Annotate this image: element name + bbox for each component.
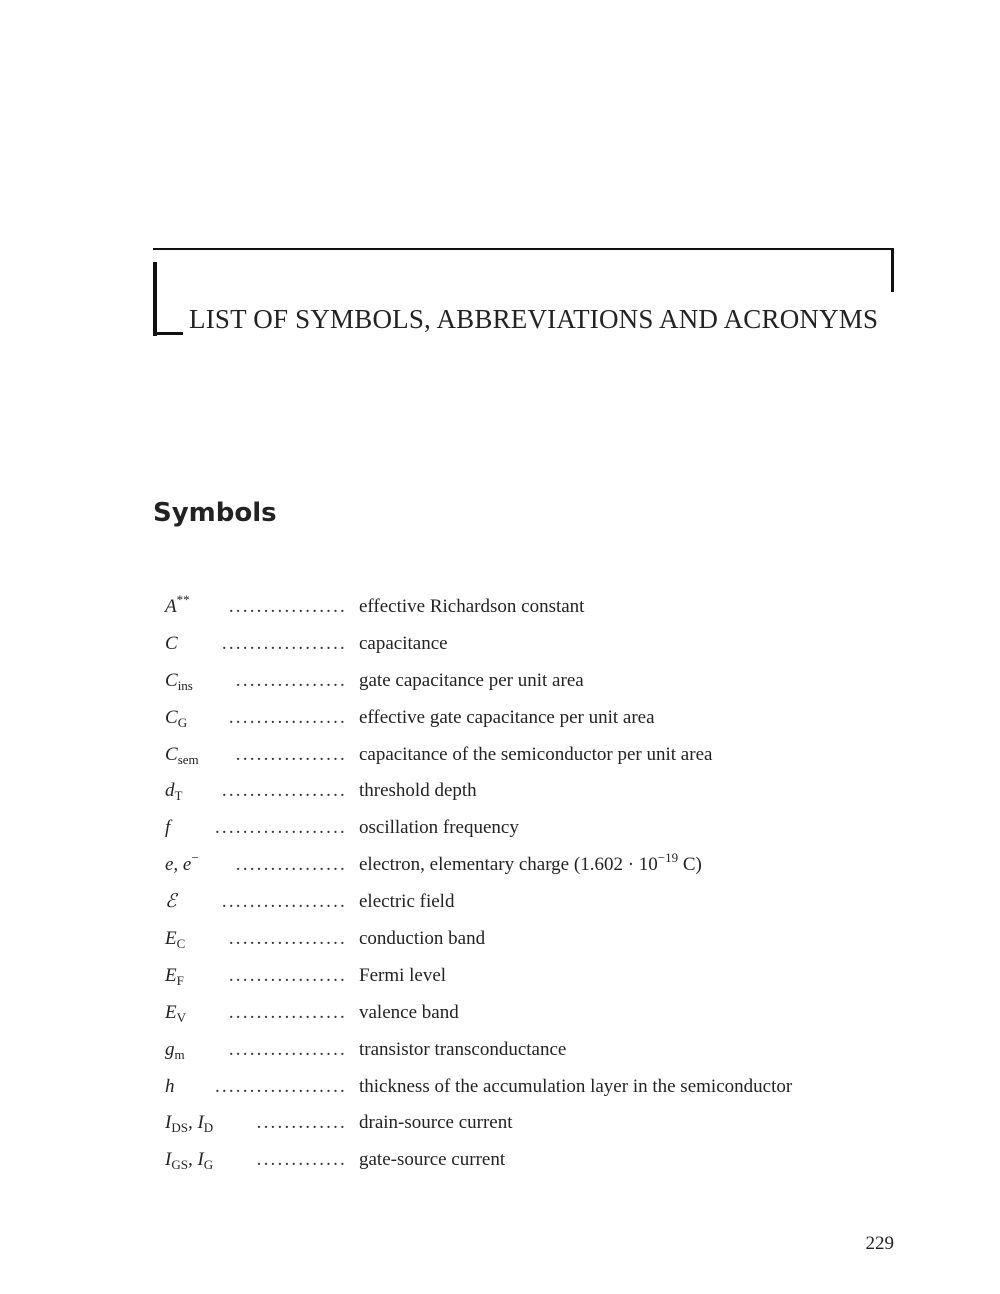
symbol-description: electron, elementary charge ($1.602 \cdot 10^{-19}$ C) bbox=[359, 850, 702, 876]
symbol-entry bbox=[165, 1073, 885, 1110]
symbol-notation: $g_m$ bbox=[165, 1038, 185, 1062]
dot-leader: ................ bbox=[235, 743, 347, 765]
symbol-entry bbox=[165, 593, 885, 630]
symbol-entry bbox=[165, 888, 885, 925]
symbol-description: threshold depth bbox=[359, 780, 477, 802]
symbol-description: drain-source current bbox=[359, 1112, 513, 1134]
dot-leader: .................. bbox=[221, 891, 347, 913]
symbol-entry bbox=[165, 1146, 885, 1183]
symbol-notation: $E_F$ bbox=[165, 964, 184, 988]
symbol-notation: $C_G$ bbox=[165, 706, 188, 730]
symbol-notation: $I_{GS}$, $I_G$ bbox=[165, 1149, 214, 1173]
chapter-title: LIST OF SYMBOLS, ABBREVIATIONS AND ACRONYMS bbox=[189, 304, 879, 334]
dot-leader: ................ bbox=[235, 854, 347, 876]
dot-leader: ................... bbox=[214, 1075, 347, 1097]
symbol-entry bbox=[165, 704, 885, 741]
dot-leader: ................. bbox=[228, 706, 347, 728]
symbol-notation: $C_{ins}$ bbox=[165, 669, 193, 693]
dot-leader: ................ bbox=[235, 669, 347, 691]
symbol-entry bbox=[165, 1036, 885, 1073]
symbol-notation: $E_V$ bbox=[165, 1001, 186, 1025]
dot-leader: ................. bbox=[228, 596, 347, 617]
dot-leader: ................. bbox=[228, 928, 347, 950]
symbol-description: capacitance bbox=[359, 632, 448, 654]
symbol-list bbox=[165, 593, 885, 1183]
symbol-notation: e, e− bbox=[165, 850, 199, 876]
symbol-description: gate capacitance per unit area bbox=[359, 669, 584, 691]
symbol-entry bbox=[165, 667, 885, 704]
symbol-notation: $d_T$ bbox=[165, 780, 183, 804]
initial-letter-l-foot bbox=[153, 332, 183, 335]
symbol-entry bbox=[165, 741, 885, 778]
symbol-notation: ℰ bbox=[165, 891, 177, 913]
dot-leader: .................. bbox=[221, 632, 347, 654]
symbol-description: capacitance of the semiconductor per unit area bbox=[359, 743, 713, 765]
symbol-entry bbox=[165, 1109, 885, 1146]
symbol-description: electric field bbox=[359, 891, 455, 913]
dot-leader: .................. bbox=[221, 780, 347, 802]
symbol-description: Fermi level bbox=[359, 964, 447, 986]
symbol-notation: $I_{DS}$, $I_D$ bbox=[165, 1112, 214, 1136]
dot-leader: ................. bbox=[228, 964, 347, 986]
symbol-description: oscillation frequency bbox=[359, 817, 519, 839]
symbol-description: conduction band bbox=[359, 928, 486, 950]
symbol-description: valence band bbox=[359, 1001, 459, 1023]
symbol-entry bbox=[165, 851, 885, 888]
symbol-entry bbox=[165, 962, 885, 999]
heading-top-rule bbox=[153, 248, 894, 250]
section-heading-symbols: Symbols bbox=[153, 498, 277, 528]
page-number: 229 bbox=[865, 1233, 894, 1254]
symbol-notation: A** bbox=[165, 592, 190, 617]
symbol-notation: C bbox=[165, 632, 178, 654]
dot-leader: ............. bbox=[256, 1112, 347, 1134]
symbol-description: effective Richardson constant bbox=[359, 596, 585, 617]
symbol-entry bbox=[165, 777, 885, 814]
dot-leader: ................. bbox=[228, 1001, 347, 1023]
symbol-entry bbox=[165, 999, 885, 1036]
dot-leader: ................... bbox=[214, 817, 347, 839]
symbol-entry bbox=[165, 630, 885, 667]
chapter-heading bbox=[153, 248, 894, 338]
symbol-notation: f bbox=[165, 817, 171, 839]
heading-right-tick bbox=[891, 248, 894, 292]
dot-leader: ............. bbox=[256, 1149, 347, 1171]
symbol-notation: h bbox=[165, 1075, 175, 1097]
symbol-description: transistor transconductance bbox=[359, 1038, 567, 1060]
symbol-description: thickness of the accumulation layer in the semiconductor bbox=[359, 1075, 793, 1097]
symbol-entry bbox=[165, 814, 885, 851]
initial-letter-l-stem bbox=[153, 262, 157, 336]
dot-leader: ................. bbox=[228, 1038, 347, 1060]
symbol-notation: $C_{sem}$ bbox=[165, 743, 199, 767]
symbol-notation: $E_C$ bbox=[165, 928, 186, 952]
symbol-entry bbox=[165, 925, 885, 962]
symbol-description: effective gate capacitance per unit area bbox=[359, 706, 655, 728]
symbol-description: gate-source current bbox=[359, 1149, 506, 1171]
